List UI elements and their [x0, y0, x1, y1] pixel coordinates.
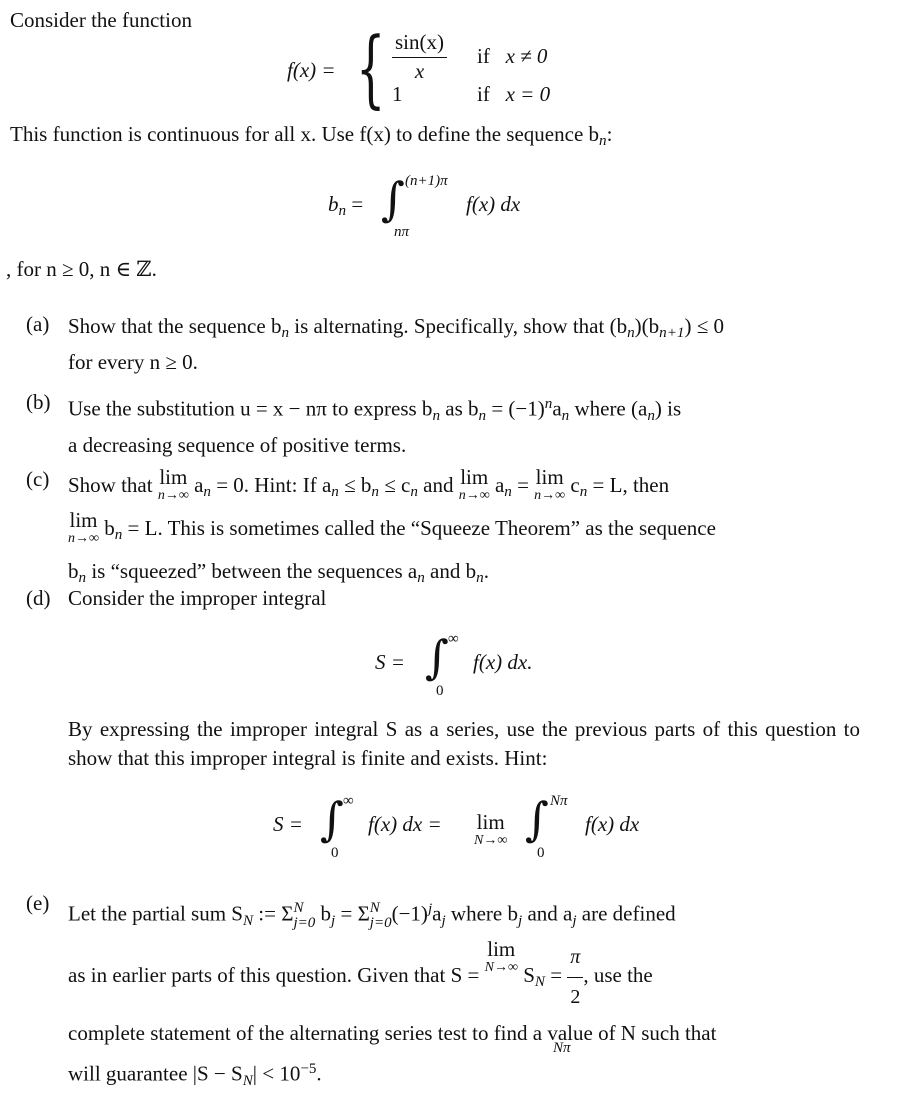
- S-hint-integrand-2: f(x) dx: [585, 812, 640, 836]
- bn-integrand: f(x) dx: [466, 192, 521, 216]
- part-d-paragraph: By expressing the improper integral S as a series, use the previous parts of this question to show that this improper integral is finite and exists. Hint:: [68, 717, 860, 770]
- S-upper-limit: ∞: [448, 631, 459, 647]
- integral-sign-hint-2: ∫: [525, 792, 549, 846]
- part-c: (c) Show that lim n→∞ $a_n = 0$. Hint: If $a_n \le b_n \le c_n$ and lim n→∞ $a_n$ = lim n→∞ $c_n = L$, then lim n→∞ $b_n = L$. This is sometimes called the “Squeeze Theorem” as the sequence $b_n$ is “squeezed” between the sequences $a_n$ and $b_n$.: [26, 465, 716, 587]
- piecewise-case1-cond: if x ≠ 0: [477, 44, 548, 68]
- piecewise-lhs: f(x) =: [287, 58, 336, 82]
- domain-text: , for n ≥ 0, n ∈ ℤ.: [6, 257, 157, 281]
- bn-lower-limit: nπ: [394, 224, 410, 240]
- part-a: (a) Show that the sequence $b_n$ is alternating. Specifically, show that $(b_n)(b_{n+1}) \le 0$ for every n ≥ 0.: [26, 312, 724, 375]
- piecewise-case2-val: 1: [392, 82, 403, 106]
- S-hint-integrand-1: f(x) dx =: [368, 812, 442, 836]
- part-d: (d) Consider the improper integral: [26, 586, 327, 610]
- part-b: (b) Use the substitution u = x − nπ to express $b_n$ as $b_n = (-1)^na_n$ where $(a_n)$ is a decreasing sequence of positive terms.: [26, 390, 682, 457]
- S-integrand: f(x) dx.: [473, 650, 533, 674]
- intro-text: Consider the function: [10, 8, 192, 32]
- bn-lhs: $b_n$ =: [328, 192, 364, 220]
- cutoff-fragment: Nπ: [553, 1040, 571, 1056]
- S-hint-limit: lim N→∞: [474, 810, 508, 848]
- part-e: (e) Let the partial sum $S_N$ := Σ N j=0 $b_j = \Sigma$ N j=0 $(-1)^ja_j$ where $b_j$ and $a_j$ are defined as in earlier parts of this question. Given that S = lim N→∞ $S_N$ = $\frac{\pi}{2}$ , use the complete statement of the alternating series test to find a value of N such that will guarantee $|S - S_N| < 10^{-5}$.: [26, 891, 717, 1089]
- integral-sign-hint-1: ∫: [320, 792, 344, 846]
- integral-sign-S: ∫: [425, 630, 449, 684]
- hint-upper-1: ∞: [343, 793, 354, 809]
- hint-lower-1: 0: [331, 845, 339, 861]
- left-brace: {: [356, 19, 386, 117]
- continuity-text: This function is continuous for all x. Use f(x) to define the sequence $b_n$:: [10, 122, 613, 150]
- piecewise-case2-cond: if x = 0: [477, 82, 551, 106]
- piecewise-case1-fraction: $\frac{\sin(x)}{x}$: [392, 30, 447, 84]
- bn-upper-limit: (n+1)π: [405, 173, 448, 189]
- S-hint-lhs: S =: [273, 812, 303, 836]
- S-lhs: S =: [375, 650, 405, 674]
- hint-lower-2: 0: [537, 845, 545, 861]
- S-lower-limit: 0: [436, 683, 444, 699]
- integral-sign-bn: ∫: [381, 172, 405, 226]
- hint-upper-2: Nπ: [550, 793, 568, 809]
